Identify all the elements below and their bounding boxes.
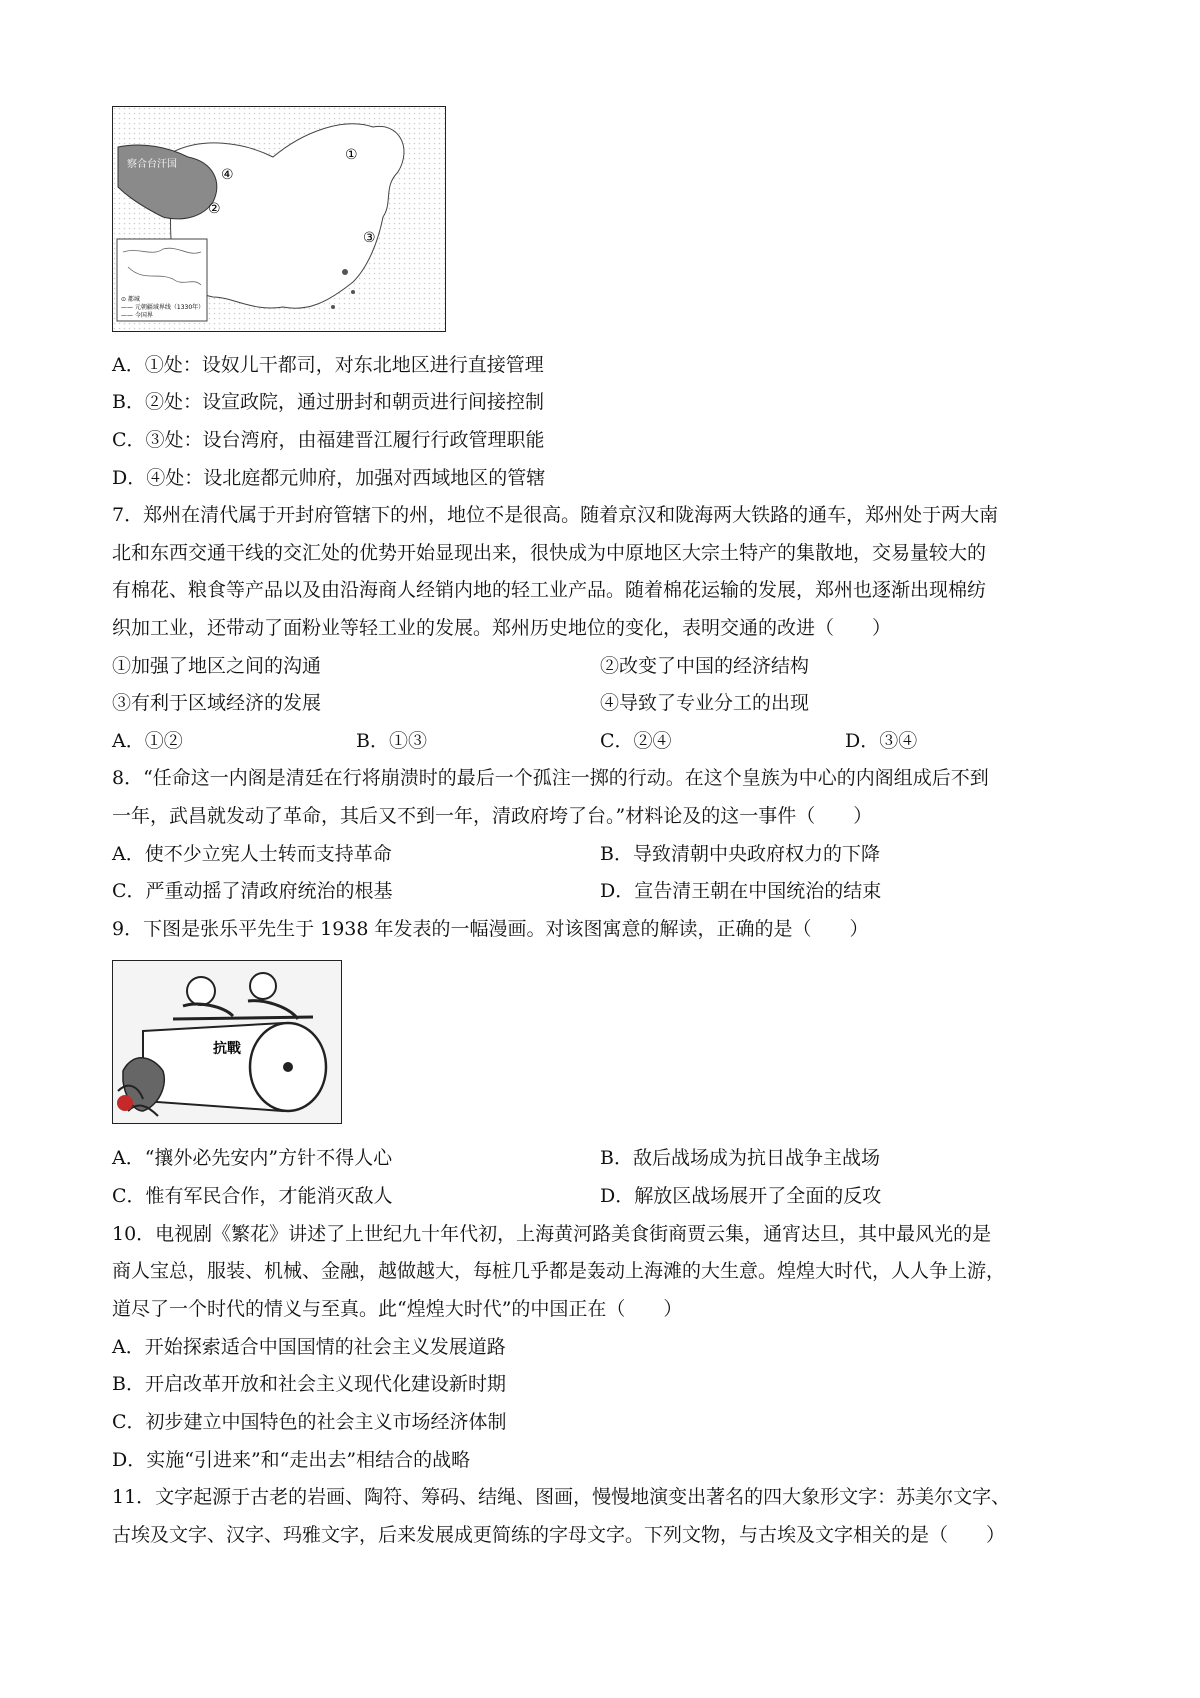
cartoon-caption: 抗戰 <box>213 1041 241 1057</box>
marker-2: ② <box>208 201 221 217</box>
marker-3: ③ <box>363 230 376 246</box>
q7-option-c: C．②④ <box>600 730 672 752</box>
q10-stem-line1: 10．电视剧《繁花》讲述了上世纪九十年代初，上海黄河路美食街商贾云集，通宵达旦，其中最风光的是 <box>112 1223 992 1245</box>
red-seal-icon <box>117 1095 133 1111</box>
legend-capital: ⊙ 都城 <box>121 296 140 303</box>
q8-option-a: A．使不少立宪人士转而支持革命 <box>112 843 392 865</box>
q7-item-1: ①加强了地区之间的沟通 <box>112 655 322 677</box>
q6-option-b: B．②处：设宣政院，通过册封和朝贡进行间接控制 <box>112 391 544 413</box>
q8-stem-line2: 一年，武昌就发动了革命，其后又不到一年，清政府垮了台。”材料论及的这一事件（ ） <box>112 805 873 827</box>
q7-stem-line4: 织加工业，还带动了面粉业等轻工业的发展。郑州历史地位的变化，表明交通的改进（ ） <box>112 617 892 639</box>
q8-option-d: D．宣告清王朝在中国统治的结束 <box>600 880 882 902</box>
q6-option-a: A．①处：设奴儿干都司，对东北地区进行直接管理 <box>112 354 544 376</box>
q10-option-b: B．开启改革开放和社会主义现代化建设新时期 <box>112 1373 506 1395</box>
q7-option-a: A．①② <box>112 730 183 752</box>
q7-option-d: D．③④ <box>845 730 918 752</box>
q7-stem-line2: 北和东西交通干线的交汇处的优势开始显现出来，很快成为中原地区大宗土特产的集散地，交易量较大的 <box>112 542 987 564</box>
q7-stem-line3: 有棉花、粮食等产品以及由沿海商人经销内地的轻工业产品。随着棉花运输的发展，郑州也逐渐出现棉纺 <box>112 579 987 601</box>
q8-option-b: B．导致清朝中央政府权力的下降 <box>600 843 880 865</box>
q6-option-c: C．③处：设台湾府，由福建晋江履行行政管理职能 <box>112 429 545 451</box>
q9-stem: 9．下图是张乐平先生于 1938 年发表的一幅漫画。对该图寓意的解读，正确的是（ ） <box>112 918 869 940</box>
q10-option-d: D．实施“引进来”和“走出去”相结合的战略 <box>112 1449 471 1471</box>
q7-option-b: B．①③ <box>356 730 427 752</box>
q7-stem-line1: 7．郑州在清代属于开封府管辖下的州，地位不是很高。随着京汉和陇海两大铁路的通车，郑州处于两大南 <box>112 504 999 526</box>
q10-stem-line3: 道尽了一个时代的情义与至真。此“煌煌大时代”的中国正在（ ） <box>112 1298 683 1320</box>
q9-option-c: C．惟有军民合作，才能消灭敌人 <box>112 1185 393 1207</box>
marker-4: ④ <box>221 167 234 183</box>
q7-item-2: ②改变了中国的经济结构 <box>600 655 810 677</box>
map-graphic <box>113 107 445 331</box>
q10-stem-line2: 商人宝总，服装、机械、金融，越做越大，每桩几乎都是轰动上海滩的大生意。煌煌大时代，人人争上游， <box>112 1260 1006 1282</box>
q8-option-c: C．严重动摇了清政府统治的根基 <box>112 880 393 902</box>
q7-item-4: ④导致了专业分工的出现 <box>600 692 810 714</box>
cartoon-graphic <box>113 961 341 1123</box>
q9-cartoon-figure <box>112 960 342 1124</box>
q10-option-a: A．开始探索适合中国国情的社会主义发展道路 <box>112 1336 506 1358</box>
q6-option-d: D．④处：设北庭都元帅府，加强对西域地区的管辖 <box>112 467 546 489</box>
q9-option-b: B．敌后战场成为抗日战争主战场 <box>600 1147 880 1169</box>
q7-item-3: ③有利于区域经济的发展 <box>112 692 322 714</box>
legend-yuan-border: —— 元朝疆域界线（1330年） <box>121 304 205 311</box>
q9-option-d: D．解放区战场展开了全面的反攻 <box>600 1185 882 1207</box>
legend-modern-border: —— 今国界 <box>121 312 153 319</box>
region-label: 察合台汗国 <box>127 159 177 170</box>
marker-1: ① <box>345 147 358 163</box>
q8-stem-line1: 8．“任命这一内阁是清廷在行将崩溃时的最后一个孤注一掷的行动。在这个皇族为中心的内阁组成后不到 <box>112 767 989 789</box>
q11-stem-line2: 古埃及文字、汉字、玛雅文字，后来发展成更简练的字母文字。下列文物，与古埃及文字相关的是（ ） <box>112 1524 1006 1546</box>
q10-option-c: C．初步建立中国特色的社会主义市场经济体制 <box>112 1411 507 1433</box>
q6-map-figure <box>112 106 446 332</box>
q11-stem-line1: 11．文字起源于古老的岩画、陶符、筹码、结绳、图画，慢慢地演变出著名的四大象形文字：苏美尔文字、 <box>112 1486 1011 1508</box>
q9-option-a: A．“攘外必先安内”方针不得人心 <box>112 1147 393 1169</box>
